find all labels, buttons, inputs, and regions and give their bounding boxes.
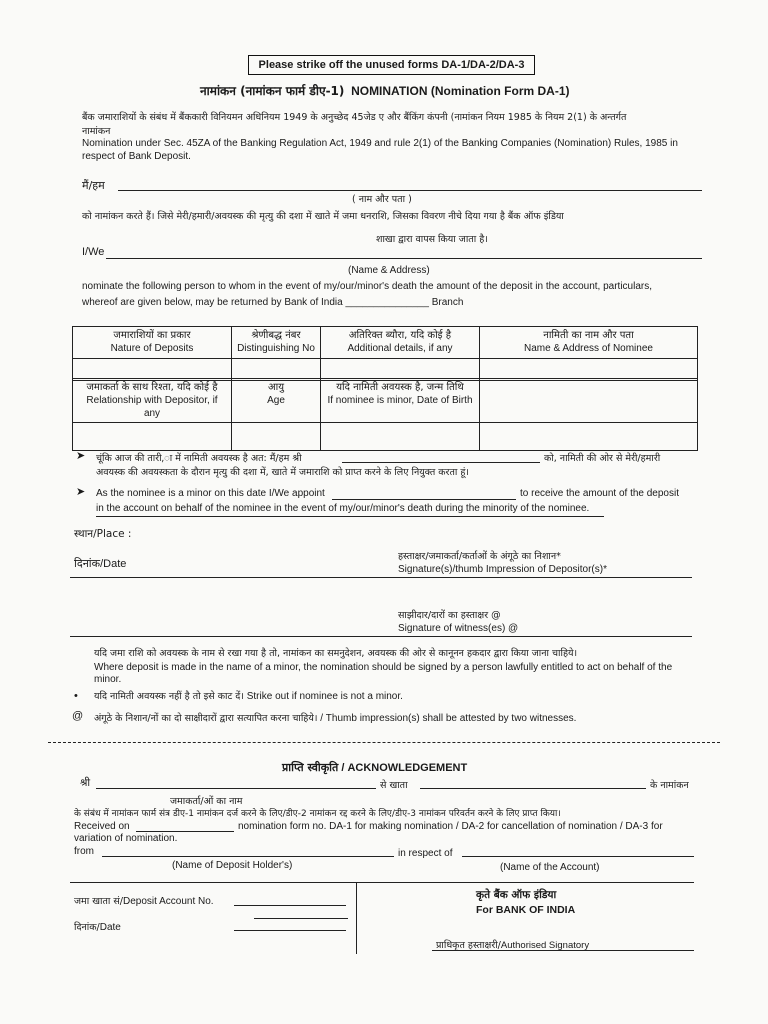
witness-signature-line[interactable] [70, 636, 692, 637]
bullet-mark: • [74, 690, 78, 702]
note3: अंगूठे के निशान/नों का दो साक्षीदारों द्वारा सत्यापित करना चाहिये। / Thumb impression(s) shall be attested by two witnesses. [94, 713, 577, 724]
nominator-label-hindi: मैं/हम [82, 179, 105, 192]
arrow-bullet-icon: ➤ [76, 486, 86, 498]
witness-signature-english: Signature of witness(es) @ [398, 623, 519, 634]
minor-clause-hindi-2: अवयस्क की अवयस्कता के दौरान मृत्यु की दशा में, खाते में जमाराशि को प्राप्त करने के लिए नियुक्त करता हूं। [96, 467, 469, 478]
nominator-name-line-english[interactable] [106, 258, 702, 259]
date-label: दिनांक/Date [74, 557, 127, 570]
nominator-text-hindi-2: शाखा द्वारा वापस किया जाता है। [376, 234, 488, 245]
col-minor-dob: यदि नामिती अवयस्क है, जन्म तिथि If nominee is minor, Date of Birth [321, 379, 480, 423]
ack-holder-line[interactable] [102, 856, 394, 857]
note1-hindi: यदि जमा राशि को अवयस्क के नाम से रखा गया है तो, नामांकन का समनुदेशन, अवयस्क की ओर से कानूनन हकदार द्वारा किया जाना चाहिये। [94, 648, 578, 659]
nominator-text-hindi-1: को नामांकन करते हैं। जिसे मेरी/हमारी/अवयस्क की मृत्यु की दशा में खाते में जमा धनराशि, जिसका विवरण नीचे दिया गया है बैंक ऑफ इंडिया [82, 211, 564, 222]
name-address-english: (Name & Address) [348, 265, 430, 276]
ack-account-line[interactable] [420, 788, 646, 789]
note1-english-2: minor. [94, 674, 122, 685]
appointee-line-english[interactable] [332, 499, 516, 500]
note1-english-1: Where deposit is made in the name of a minor, the nomination should be signed by a person lawfully entitled to act on behalf of the [94, 662, 673, 673]
nominator-name-line[interactable] [118, 190, 702, 191]
form-title [200, 82, 570, 99]
at-mark: @ [72, 710, 84, 722]
form-title-hindi: नामांकन (नामांकन फार्म डीए-1) [200, 84, 345, 98]
col-distinguishing-no: श्रेणीबद्ध नंबर Distinguishing No [232, 327, 321, 359]
col-age: आयु Age [232, 379, 321, 423]
arrow-bullet-icon: ➤ [76, 450, 86, 462]
minor-clause-english-1b: to receive the amount of the deposit [520, 488, 679, 499]
nominator-text-english-1: nominate the following person to whom in the event of my/our/minor's death the amount of the deposit in the account, particulars, [82, 281, 653, 292]
authorised-signatory-line[interactable] [432, 950, 694, 951]
minor-clause-hindi-1: चूंकि आज की तारी,ा में नामिती अवयस्क है अत: मैं/हम श्री [96, 453, 302, 464]
ack-title: प्राप्ति स्वीकृति / ACKNOWLEDGEMENT [282, 761, 468, 774]
strike-off-note: Please strike off the unused forms DA-1/DA-2/DA-3 [248, 55, 535, 75]
ack-in-respect-of: in respect of [398, 848, 453, 859]
ack-received-date-line[interactable] [136, 831, 234, 832]
cut-line [48, 742, 720, 743]
witness-signature-hindi: साझीदार/दारों का हस्ताक्षर @ [398, 610, 501, 621]
ack-account-name-line[interactable] [462, 856, 694, 857]
ack-depositor-line[interactable] [96, 788, 376, 789]
intro-hindi-line2: नामांकन [82, 126, 111, 137]
depositor-signature-english: Signature(s)/thumb Impression of Depositor(s)* [398, 564, 607, 575]
minor-clause-hindi-1b: को, नामिती की ओर से मेरी/हमारी [544, 453, 661, 464]
form-title-english: NOMINATION (Nomination Form DA-1) [351, 84, 570, 98]
ack-shri: श्री [80, 777, 91, 789]
note2: यदि नामिती अवयस्क नहीं है तो इसे काट दें। Strike out if nominee is not a minor. [94, 691, 403, 702]
depositor-signature-line[interactable] [70, 577, 692, 578]
ack-depositor-name-hindi: जमाकर्ता/ओं का नाम [170, 796, 243, 807]
minor-clause-english-2: in the account on behalf of the nominee in the event of my/our/minor's death during the minority of the nominee. [96, 503, 590, 514]
ack-from: from [74, 846, 94, 857]
nominee-details-row[interactable] [73, 423, 698, 451]
col-nature-of-deposits: जमाराशियों का प्रकार Nature of Deposits [73, 327, 232, 359]
ack-account-label: (Name of the Account) [500, 862, 600, 873]
bank-name-hindi: कृते बैंक ऑफ इंडिया [476, 889, 557, 901]
deposit-account-no-line[interactable] [234, 905, 346, 906]
ack-date-line[interactable] [234, 930, 346, 931]
depositor-signature-hindi: हस्ताक्षर/जमाकर्ता/कर्ताओं के अंगूठे का निशान* [398, 551, 561, 562]
ack-deposit-account-no: जमा खाता सं/Deposit Account No. [74, 896, 214, 907]
intro-english-line1: Nomination under Sec. 45ZA of the Banking Regulation Act, 1949 and rule 2(1) of the Banking Companies (Nomination) Rules, 1985 in [82, 138, 678, 149]
deposits-table-header-row [73, 327, 698, 359]
ack-line-hindi: के संबंध में नामांकन फार्म संत्र डीए-1 नामांकन दर्ज करने के लिए/डीए-2 नामांकन रद्द करने के लिए/डीए-3 नामांकन परिवर्तन करने के लिए प्राप्त किया। [74, 809, 561, 819]
name-address-hindi: ( नाम और पता ) [352, 194, 412, 205]
authorised-signatory: प्राधिकृत हस्ताक्षरी/Authorised Signatory [436, 940, 590, 951]
bank-name-english: For BANK OF INDIA [476, 904, 576, 916]
col-additional-details: अतिरिक्त ब्यौरा, यदि कोई है Additional details, if any [321, 327, 480, 359]
nominee-details-header-row [73, 379, 698, 423]
ack-ke-namankan: के नामांकन [650, 780, 689, 791]
ack-received-on: Received on [74, 821, 130, 832]
minor-clause-english-1a: As the nominee is a minor on this date I/We appoint [96, 488, 325, 499]
ack-received-text: nomination form no. DA-1 for making nomination / DA-2 for cancellation of nomination / DA-3 for [238, 821, 663, 832]
ack-date: दिनांक/Date [74, 922, 121, 933]
nominator-text-english-2: whereof are given below, may be returned by Bank of India _______________ Branch [82, 297, 464, 308]
ack-se-khata: से खाता [380, 780, 408, 791]
col-nominee-name-address: नामिती का नाम और पता Name & Address of Nominee [480, 327, 698, 359]
appointee-line-hindi[interactable] [342, 462, 540, 463]
intro-hindi-line1: बैंक जमाराशियों के संबंध में बैंककारी विनियमन अधिनियम 1949 के अनुच्छेद 45जेड ए और बैंकिंग कंपनी (नामांकन नियम 1985 के नियम 2(1) के अन्तर्गत [82, 112, 627, 123]
intro-english-line2: respect of Bank Deposit. [82, 151, 191, 162]
place-label: स्थान/Place : [74, 528, 132, 540]
nominator-label-english: I/We [82, 246, 105, 258]
col-relationship: जमाकर्ता के साथ रिश्ता, यदि कोई है Relationship with Depositor, if any [73, 379, 232, 423]
nominee-details-table [72, 378, 698, 451]
ack-holder-label: (Name of Deposit Holder's) [172, 860, 293, 871]
ack-received-text2: variation of nomination. [74, 833, 178, 844]
deposits-table [72, 326, 698, 381]
